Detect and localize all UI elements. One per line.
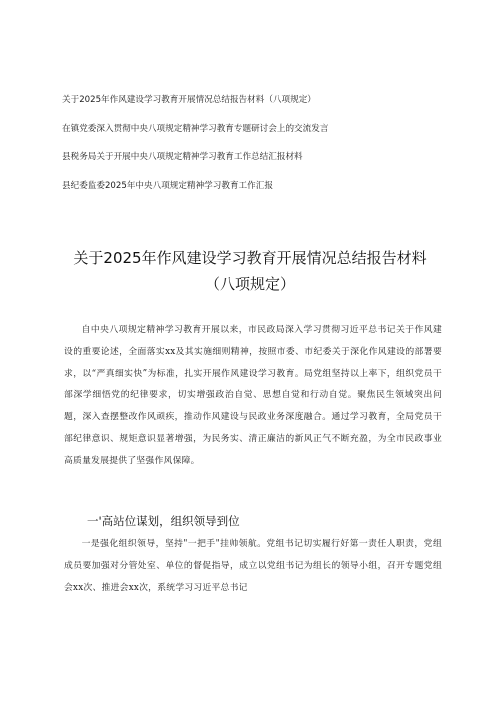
document-title bbox=[30, 245, 470, 297]
body-paragraph: 一是强化组织领导，坚持"一把手"挂帅领航。党组书记切实履行好第一责任人职责，党组成员要加强对分管处室、单位的督促指导，成立以党组书记为组长的领导小组，召开专题党组会xx次、推进会xx次，系统学习习近平总书记 bbox=[64, 539, 442, 593]
section-heading: 一'高站位谋划，组织领导到位 bbox=[87, 514, 240, 528]
toc-item[interactable]: 关于2025年作风建设学习教育开展情况总结报告材料（八项规定） bbox=[62, 95, 316, 105]
table-of-contents bbox=[62, 95, 462, 209]
document-title-line2: （八项规定） bbox=[204, 275, 295, 293]
toc-item[interactable]: 县纪委监委2025年中央八项规定精神学习教育工作汇报 bbox=[62, 180, 273, 191]
intro-paragraph: 自中央八项规定精神学习教育开展以来，市民政局深入学习贯彻习近平总书记关于作风建设的重要论述，全面落实xx及其实施细则精神，按照市委、市纪委关于深化作风建设的部署要求，以“严真细实快”为标准，扎实开展作风建设学习教育。局党组坚持以上率下，组织党员干部深学细悟党的纪律要求，切实增强政治自觉、思想自觉和行动自觉。聚焦民生领域突出问题，深入查摆整改作风顽疾，推动作风建设与民政业务深度融合。通过学习教育，全局党员干部纪律意识、规矩意识显著增强，为民务实、清正廉洁的新风正气不断充盈，为全市民政事业高质量发展提供了坚强作风保障。 bbox=[64, 325, 442, 466]
toc-item[interactable]: 县税务局关于开展中央八项规定精神学习教育工作总结汇报材料 bbox=[62, 152, 303, 162]
document-title-line1: 关于2025年作风建设学习教育开展情况总结报告材料 bbox=[73, 249, 427, 267]
toc-item[interactable]: 在镇党委深入贯彻中央八项规定精神学习教育专题研讨会上的交流发言 bbox=[62, 123, 329, 134]
